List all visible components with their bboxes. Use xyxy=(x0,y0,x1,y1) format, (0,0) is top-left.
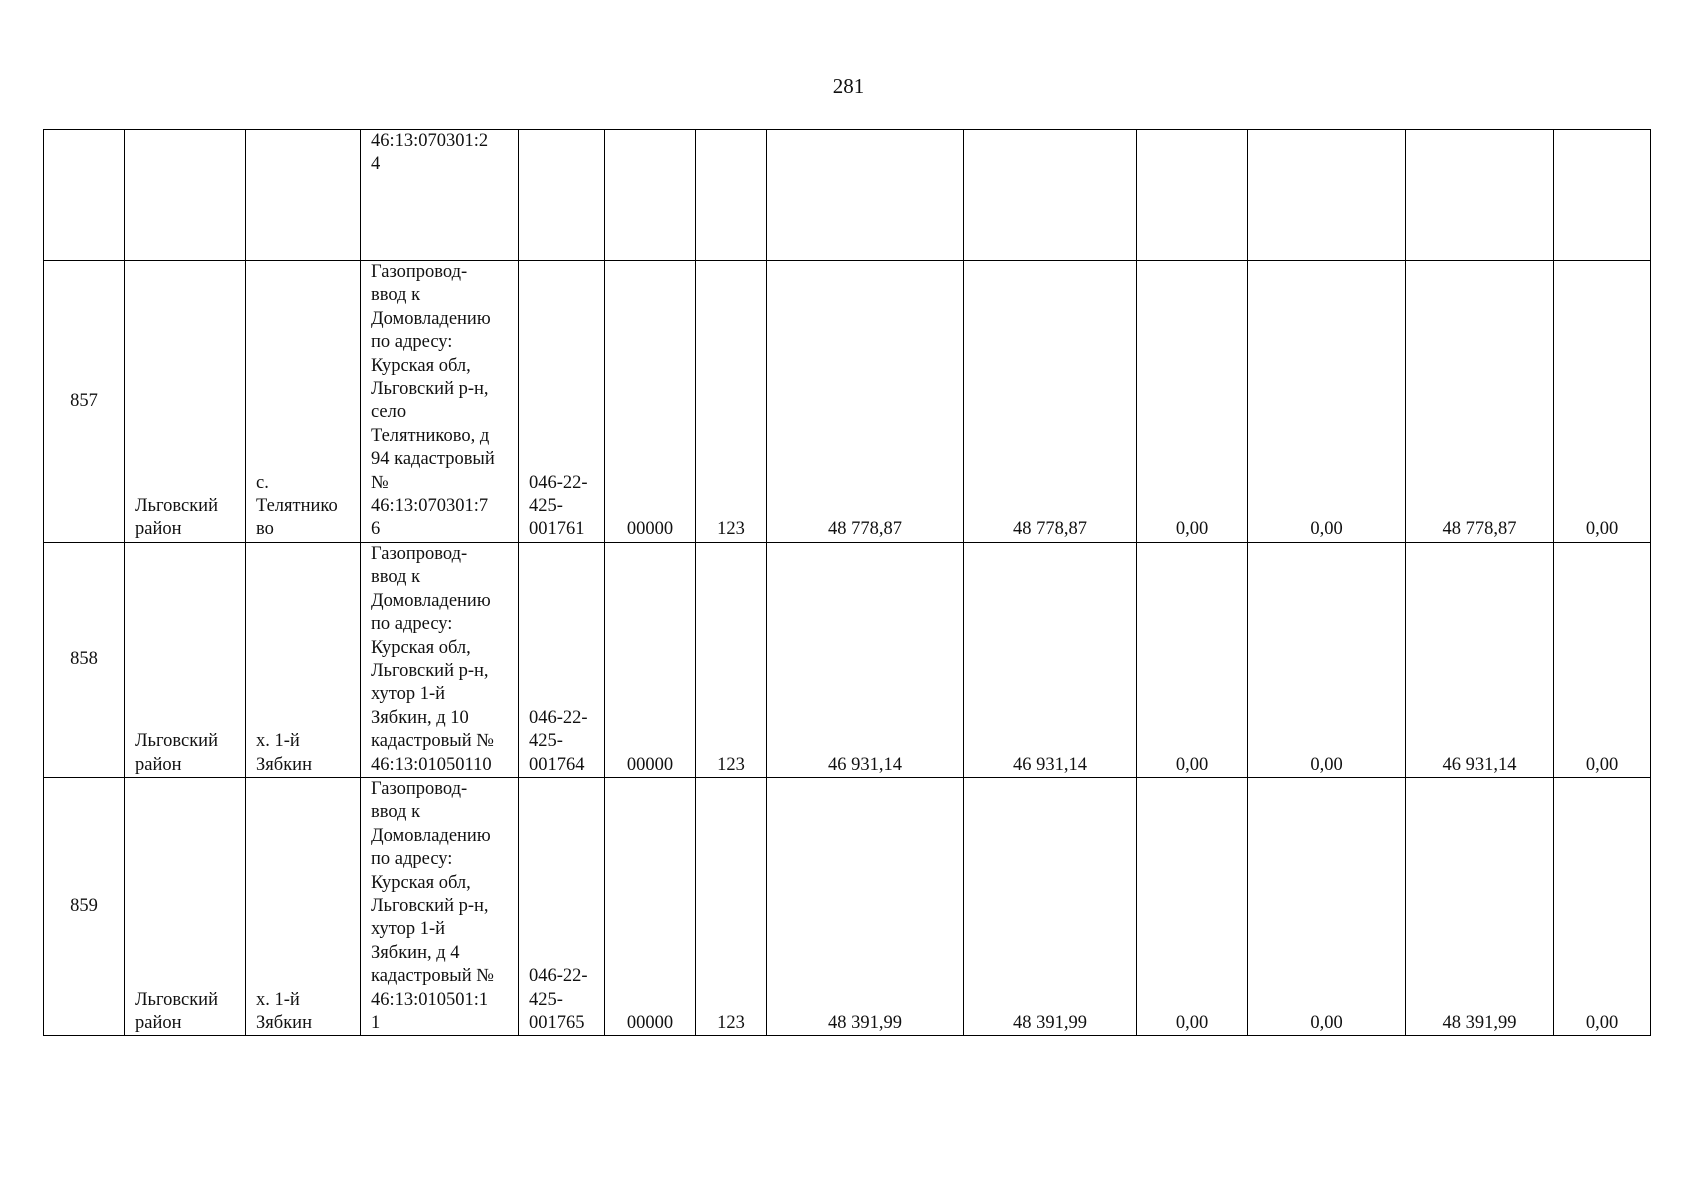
cell-code: 00000 xyxy=(605,777,696,1035)
cell-inventory: 046-22- 425- 001764 xyxy=(519,542,605,777)
cell-inventory xyxy=(519,130,605,261)
cell-zero-2: 0,00 xyxy=(1248,261,1406,543)
cell-zero-3: 0,00 xyxy=(1554,542,1651,777)
cell-amount-3: 46 931,14 xyxy=(1406,542,1554,777)
cell-zero-3 xyxy=(1554,130,1651,261)
cell-amount-1: 46 931,14 xyxy=(767,542,964,777)
cell-num: 857 xyxy=(44,261,125,543)
registry-table xyxy=(43,129,1651,1036)
cell-amount-2: 48 778,87 xyxy=(964,261,1137,543)
cell-amount-3: 48 778,87 xyxy=(1406,261,1554,543)
cell-zero-1: 0,00 xyxy=(1137,542,1248,777)
cell-inventory: 046-22- 425- 001761 xyxy=(519,261,605,543)
cell-zero-1 xyxy=(1137,130,1248,261)
cell-district: Льговский район xyxy=(125,261,246,543)
cell-code xyxy=(605,130,696,261)
cell-amount-3: 48 391,99 xyxy=(1406,777,1554,1035)
cell-amount-2: 46 931,14 xyxy=(964,542,1137,777)
cell-description: 46:13:070301:2 4 xyxy=(361,130,519,261)
table-row xyxy=(44,777,1651,1035)
cell-amount-3 xyxy=(1406,130,1554,261)
cell-qty: 123 xyxy=(696,542,767,777)
cell-num: 858 xyxy=(44,542,125,777)
cell-code: 00000 xyxy=(605,542,696,777)
cell-inventory: 046-22- 425- 001765 xyxy=(519,777,605,1035)
cell-num xyxy=(44,130,125,261)
cell-locality: х. 1-й Зябкин xyxy=(246,777,361,1035)
cell-amount-1: 48 778,87 xyxy=(767,261,964,543)
cell-zero-1: 0,00 xyxy=(1137,261,1248,543)
table-row xyxy=(44,261,1651,543)
table-row-continuation xyxy=(44,130,1651,261)
cell-amount-1: 48 391,99 xyxy=(767,777,964,1035)
cell-description: Газопровод- ввод к Домовладению по адресу: Курская обл, Льговский р-н, село Телятниково, д 94 кадастровый № 46:13:070301:7 6 xyxy=(361,261,519,543)
cell-qty: 123 xyxy=(696,777,767,1035)
cell-zero-1: 0,00 xyxy=(1137,777,1248,1035)
cell-description: Газопровод- ввод к Домовладению по адресу: Курская обл, Льговский р-н, хутор 1-й Зябкин, д 10 кадастровый № 46:13:01050110 xyxy=(361,542,519,777)
cell-district xyxy=(125,130,246,261)
table-row xyxy=(44,542,1651,777)
cell-zero-2: 0,00 xyxy=(1248,542,1406,777)
cell-qty xyxy=(696,130,767,261)
cell-code: 00000 xyxy=(605,261,696,543)
cell-locality: х. 1-й Зябкин xyxy=(246,542,361,777)
cell-district: Льговский район xyxy=(125,777,246,1035)
cell-zero-2 xyxy=(1248,130,1406,261)
cell-amount-2 xyxy=(964,130,1137,261)
cell-amount-2: 48 391,99 xyxy=(964,777,1137,1035)
page-number: 281 xyxy=(832,74,865,98)
cell-zero-2: 0,00 xyxy=(1248,777,1406,1035)
cell-zero-3: 0,00 xyxy=(1554,777,1651,1035)
cell-num: 859 xyxy=(44,777,125,1035)
cell-amount-1 xyxy=(767,130,964,261)
cell-locality: с. Телятнико во xyxy=(246,261,361,543)
cell-qty: 123 xyxy=(696,261,767,543)
cell-description: Газопровод- ввод к Домовладению по адресу: Курская обл, Льговский р-н, хутор 1-й Зябкин, д 4 кадастровый № 46:13:010501:1 1 xyxy=(361,777,519,1035)
cell-zero-3: 0,00 xyxy=(1554,261,1651,543)
cell-locality xyxy=(246,130,361,261)
cell-district: Льговский район xyxy=(125,542,246,777)
